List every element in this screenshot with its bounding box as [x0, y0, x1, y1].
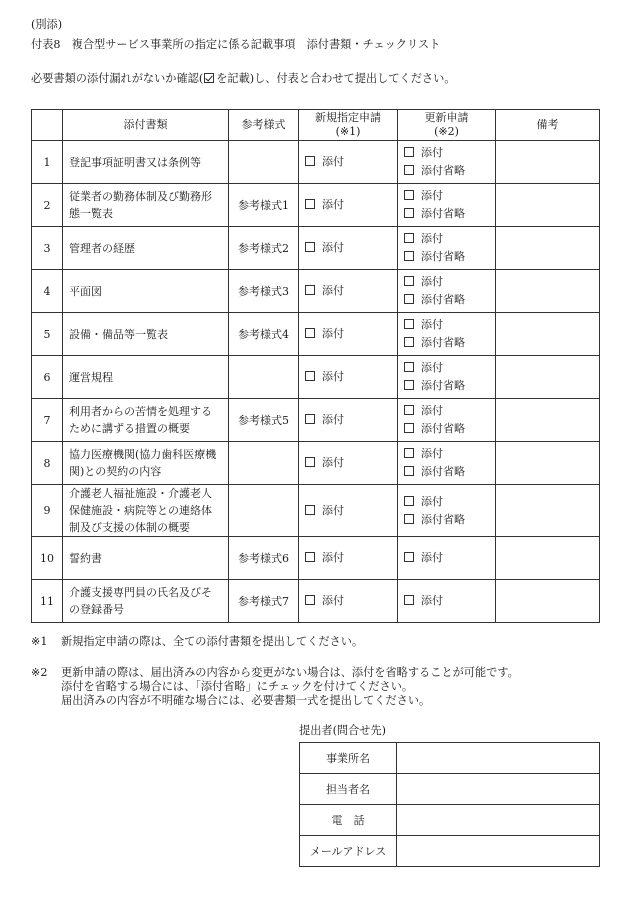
- checkbox-icon[interactable]: [305, 505, 315, 515]
- attach-checkbox[interactable]: [305, 239, 391, 257]
- checkbox-icon[interactable]: [404, 147, 414, 157]
- checkbox-icon[interactable]: [404, 514, 414, 524]
- checkbox-icon[interactable]: [305, 371, 315, 381]
- table-row: [32, 184, 600, 227]
- remarks-cell[interactable]: [496, 485, 600, 537]
- contact-value-field[interactable]: [397, 805, 600, 836]
- row-number: 2: [32, 184, 63, 227]
- table-row: [32, 442, 600, 485]
- remarks-cell[interactable]: [496, 270, 600, 313]
- omit-checkbox[interactable]: [404, 334, 489, 352]
- checkbox-label: 添付省略: [421, 164, 465, 177]
- omit-checkbox[interactable]: [404, 463, 489, 481]
- reference-form: [229, 485, 299, 537]
- checkbox-label: 添付省略: [421, 336, 465, 349]
- instruction-before: 必要書類の添付漏れがないか確認(: [31, 72, 204, 85]
- checkbox-label: 添付: [322, 241, 344, 254]
- renewal-application-cell: [398, 184, 496, 227]
- checkbox-label: 添付: [421, 318, 443, 331]
- row-number: 10: [32, 537, 63, 580]
- checkbox-label: 添付: [322, 413, 344, 426]
- remarks-cell[interactable]: [496, 227, 600, 270]
- checkbox-icon[interactable]: [404, 466, 414, 476]
- document-name: 誓約書: [63, 537, 229, 580]
- checked-box-icon: [204, 73, 214, 83]
- checkbox-icon[interactable]: [404, 294, 414, 304]
- row-number: 7: [32, 399, 63, 442]
- attach-checkbox[interactable]: [305, 153, 391, 171]
- checkbox-icon[interactable]: [305, 156, 315, 166]
- renewal-application-cell: [398, 485, 496, 537]
- renewal-application-cell: [398, 270, 496, 313]
- row-number: 1: [32, 141, 63, 184]
- row-number: 4: [32, 270, 63, 313]
- page-title: 付表8 複合型サービス事業所の指定に係る記載事項 添付書類・チェックリスト: [31, 38, 441, 51]
- table-row: [32, 485, 600, 537]
- attach-checkbox[interactable]: [305, 502, 391, 520]
- footnote-line: 更新申請の際は、届出済みの内容から変更がない場合は、添付を省略することが可能です。: [61, 666, 519, 679]
- row-number: 8: [32, 442, 63, 485]
- new-application-cell: [299, 313, 398, 356]
- contact-table: [299, 742, 600, 867]
- document-name: 利用者からの苦情を処理するために講ずる措置の概要: [63, 399, 229, 442]
- attach-checkbox[interactable]: [305, 549, 391, 567]
- attach-checkbox[interactable]: [404, 359, 489, 377]
- checkbox-label: 添付: [322, 551, 344, 564]
- header-new-line1: 新規指定申請: [315, 111, 381, 124]
- attach-checkbox[interactable]: [305, 411, 391, 429]
- checkbox-label: 添付: [421, 232, 443, 245]
- table-header-row: [32, 110, 600, 141]
- omit-checkbox[interactable]: [404, 248, 489, 266]
- checkbox-icon[interactable]: [404, 276, 414, 286]
- renewal-application-cell: [398, 537, 496, 580]
- checkbox-label: 添付: [322, 456, 344, 469]
- attach-checkbox[interactable]: [305, 282, 391, 300]
- new-application-cell: [299, 356, 398, 399]
- attach-checkbox[interactable]: [404, 187, 489, 205]
- attach-checkbox[interactable]: [404, 445, 489, 463]
- attach-checkbox[interactable]: [404, 592, 489, 610]
- header-renewal-application: [398, 110, 496, 141]
- attachment-checklist-table: [31, 109, 600, 623]
- renewal-application-cell: [398, 313, 496, 356]
- checkbox-label: 添付: [421, 551, 443, 564]
- reference-form: 参考様式4: [229, 313, 299, 356]
- new-application-cell: [299, 227, 398, 270]
- reference-form: [229, 141, 299, 184]
- checkbox-label: 添付省略: [421, 512, 465, 526]
- checkbox-icon[interactable]: [404, 405, 414, 415]
- omit-checkbox[interactable]: [404, 291, 489, 309]
- table-row: [32, 580, 600, 623]
- document-name: 平面図: [63, 270, 229, 313]
- reference-form: 参考様式1: [229, 184, 299, 227]
- checkbox-icon[interactable]: [404, 380, 414, 390]
- checkbox-label: 添付省略: [421, 379, 465, 392]
- checkbox-label: 添付: [322, 155, 344, 168]
- attach-checkbox[interactable]: [404, 230, 489, 248]
- checkbox-label: 添付省略: [421, 422, 465, 435]
- new-application-cell: [299, 399, 398, 442]
- table-row: [32, 356, 600, 399]
- contact-row: [300, 774, 600, 805]
- attach-checkbox[interactable]: [404, 549, 489, 567]
- checkbox-icon[interactable]: [404, 337, 414, 347]
- renewal-application-cell: [398, 356, 496, 399]
- checkbox-icon[interactable]: [404, 496, 414, 506]
- header-reference-form: 参考様式: [229, 110, 299, 141]
- document-name: 協力医療機関(協力歯科医療機関)との契約の内容: [63, 442, 229, 485]
- footnote-mark: ※2: [31, 666, 48, 679]
- remarks-cell[interactable]: [496, 537, 600, 580]
- new-application-cell: [299, 442, 398, 485]
- attach-checkbox[interactable]: [305, 368, 391, 386]
- checkbox-icon[interactable]: [305, 552, 315, 562]
- checkbox-label: 添付: [421, 189, 443, 202]
- new-application-cell: [299, 580, 398, 623]
- header-remarks: 備考: [496, 110, 600, 141]
- table-row: [32, 537, 600, 580]
- attach-checkbox[interactable]: [305, 454, 391, 472]
- header-renew-line1: 更新申請: [424, 111, 469, 124]
- remarks-cell[interactable]: [496, 356, 600, 399]
- checkbox-label: 添付: [421, 447, 443, 460]
- row-number: 9: [32, 485, 63, 537]
- checkbox-label: 添付: [421, 594, 443, 607]
- checkbox-label: 添付: [322, 370, 344, 383]
- contact-caption: 提出者(問合せ先): [299, 724, 387, 737]
- document-name: 介護老人福祉施設・介護老人保健施設・病院等との連絡体制及び支援の体制の概要: [63, 485, 229, 537]
- remarks-cell[interactable]: [496, 313, 600, 356]
- omit-checkbox[interactable]: [404, 205, 489, 223]
- new-application-cell: [299, 485, 398, 537]
- checkbox-icon[interactable]: [305, 285, 315, 295]
- remarks-cell[interactable]: [496, 184, 600, 227]
- table-row: [32, 270, 600, 313]
- remarks-cell[interactable]: [496, 399, 600, 442]
- document-name: 登記事項証明書又は条例等: [63, 141, 229, 184]
- row-number: 6: [32, 356, 63, 399]
- checkbox-icon[interactable]: [404, 595, 414, 605]
- checkbox-label: 添付: [421, 275, 443, 288]
- table-row: [32, 399, 600, 442]
- checkbox-icon[interactable]: [404, 208, 414, 218]
- row-number: 5: [32, 313, 63, 356]
- checkbox-icon[interactable]: [404, 233, 414, 243]
- table-row: [32, 313, 600, 356]
- header-new-application: [299, 110, 398, 141]
- reference-form: 参考様式2: [229, 227, 299, 270]
- checkbox-label: 添付省略: [421, 207, 465, 220]
- reference-form: 参考様式5: [229, 399, 299, 442]
- contact-label: 電 話: [300, 805, 397, 836]
- checkbox-icon[interactable]: [305, 242, 315, 252]
- row-number: 11: [32, 580, 63, 623]
- header-renew-line2: (※2): [434, 125, 459, 138]
- checkbox-icon[interactable]: [404, 552, 414, 562]
- renewal-application-cell: [398, 442, 496, 485]
- renewal-application-cell: [398, 399, 496, 442]
- footnote-line: 新規指定申請の際は、全ての添付書類を提出してください。: [61, 635, 364, 648]
- reference-form: 参考様式7: [229, 580, 299, 623]
- checkbox-label: 添付: [322, 503, 344, 517]
- checkbox-label: 添付: [421, 146, 443, 159]
- row-number: 3: [32, 227, 63, 270]
- header-no: [32, 110, 63, 141]
- new-application-cell: [299, 141, 398, 184]
- annex-label: (別添): [31, 18, 63, 31]
- omit-checkbox[interactable]: [404, 162, 489, 180]
- attach-checkbox[interactable]: [404, 493, 489, 511]
- document-name: 従業者の勤務体制及び勤務形態一覧表: [63, 184, 229, 227]
- document-name: 介護支援専門員の氏名及びその登録番号: [63, 580, 229, 623]
- checkbox-icon[interactable]: [305, 414, 315, 424]
- checkbox-icon[interactable]: [305, 199, 315, 209]
- checkbox-label: 添付省略: [421, 293, 465, 306]
- checkbox-icon[interactable]: [305, 457, 315, 467]
- contact-row: [300, 805, 600, 836]
- remarks-cell[interactable]: [496, 580, 600, 623]
- attach-checkbox[interactable]: [305, 592, 391, 610]
- reference-form: [229, 442, 299, 485]
- attach-checkbox[interactable]: [404, 144, 489, 162]
- attach-checkbox[interactable]: [404, 316, 489, 334]
- footnote-mark: ※1: [31, 635, 48, 648]
- checkbox-icon[interactable]: [404, 423, 414, 433]
- reference-form: 参考様式3: [229, 270, 299, 313]
- contact-row: [300, 743, 600, 774]
- new-application-cell: [299, 537, 398, 580]
- checkbox-icon[interactable]: [404, 319, 414, 329]
- omit-checkbox[interactable]: [404, 511, 489, 529]
- document-name: 管理者の経歴: [63, 227, 229, 270]
- instruction-after: を記載)し、付表と合わせて提出してください。: [216, 72, 456, 85]
- contact-label: 担当者名: [300, 774, 397, 805]
- footnote-line: 届出済みの内容が不明確な場合には、必要書類一式を提出してください。: [61, 694, 431, 707]
- checkbox-label: 添付: [322, 284, 344, 297]
- remarks-cell[interactable]: [496, 442, 600, 485]
- checkbox-icon[interactable]: [404, 190, 414, 200]
- attach-checkbox[interactable]: [305, 196, 391, 214]
- checkbox-label: 添付省略: [421, 465, 465, 478]
- checkbox-icon[interactable]: [404, 165, 414, 175]
- renewal-application-cell: [398, 580, 496, 623]
- table-row: [32, 227, 600, 270]
- contact-label: メールアドレス: [300, 836, 397, 867]
- checkbox-label: 添付省略: [421, 250, 465, 263]
- footnote: [31, 635, 599, 649]
- new-application-cell: [299, 270, 398, 313]
- header-new-line2: (※1): [335, 125, 361, 138]
- attach-checkbox[interactable]: [305, 325, 391, 343]
- document-name: 設備・備品等一覧表: [63, 313, 229, 356]
- contact-row: [300, 836, 600, 867]
- reference-form: 参考様式6: [229, 537, 299, 580]
- renewal-application-cell: [398, 141, 496, 184]
- contact-value-field[interactable]: [397, 743, 600, 774]
- checkbox-icon[interactable]: [404, 251, 414, 261]
- checkbox-label: 添付: [322, 594, 344, 607]
- contact-label: 事業所名: [300, 743, 397, 774]
- document-name: 運営規程: [63, 356, 229, 399]
- attach-checkbox[interactable]: [404, 273, 489, 291]
- remarks-cell[interactable]: [496, 141, 600, 184]
- footnote: [31, 666, 599, 708]
- checkbox-label: 添付: [322, 198, 344, 211]
- checkbox-label: 添付: [322, 327, 344, 340]
- contact-value-field[interactable]: [397, 836, 600, 867]
- checkbox-icon[interactable]: [305, 328, 315, 338]
- omit-checkbox[interactable]: [404, 377, 489, 395]
- footnote-line: 添付を省略する場合には、「添付省略」にチェックを付けてください。: [61, 680, 414, 693]
- checkbox-label: 添付: [421, 494, 443, 508]
- table-row: [32, 141, 600, 184]
- checkbox-icon[interactable]: [305, 595, 315, 605]
- checkbox-icon[interactable]: [404, 362, 414, 372]
- instruction-text: [31, 72, 456, 86]
- reference-form: [229, 356, 299, 399]
- checkbox-icon[interactable]: [404, 448, 414, 458]
- contact-value-field[interactable]: [397, 774, 600, 805]
- checkbox-label: 添付: [421, 361, 443, 374]
- new-application-cell: [299, 184, 398, 227]
- attach-checkbox[interactable]: [404, 402, 489, 420]
- checkbox-label: 添付: [421, 404, 443, 417]
- renewal-application-cell: [398, 227, 496, 270]
- header-document: 添付書類: [63, 110, 229, 141]
- omit-checkbox[interactable]: [404, 420, 489, 438]
